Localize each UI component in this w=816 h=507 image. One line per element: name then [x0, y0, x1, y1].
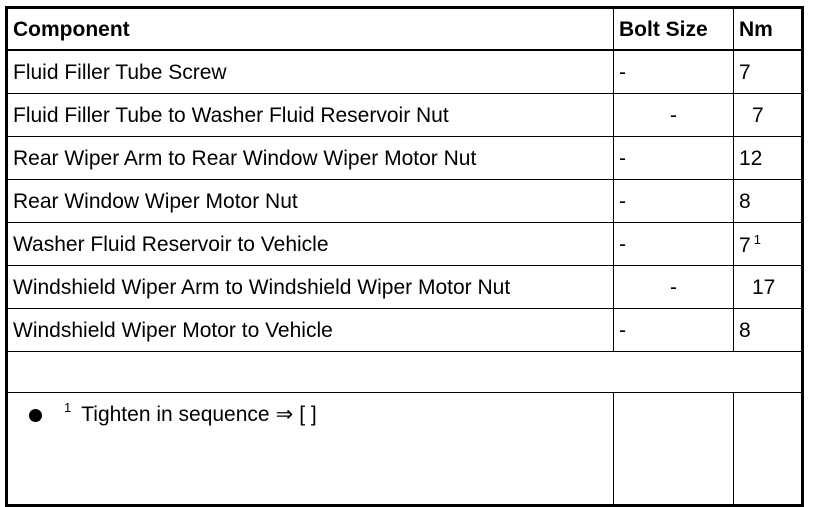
bullet-icon — [29, 409, 42, 422]
bolt-size-cell: - — [614, 309, 734, 352]
nm-cell: 17 — [734, 266, 803, 309]
torque-spec-table — [5, 6, 804, 507]
table-row — [7, 137, 803, 180]
footnote-marker: 1 — [753, 231, 761, 247]
bolt-size-cell: - — [614, 50, 734, 94]
note-text: Tighten in sequence — [81, 403, 270, 426]
notes-row — [7, 393, 803, 506]
empty-row — [7, 352, 803, 393]
sequence-link[interactable]: [ ] — [299, 403, 317, 426]
notes-bolt-cell — [614, 393, 734, 506]
component-cell: Windshield Wiper Motor to Vehicle — [7, 309, 614, 352]
empty-cell — [7, 352, 803, 393]
component-cell: Washer Fluid Reservoir to Vehicle — [7, 223, 614, 266]
nm-cell: 8 — [734, 309, 803, 352]
table-row — [7, 266, 803, 309]
header-row — [7, 8, 803, 51]
notes-cell — [7, 393, 614, 506]
component-cell: Rear Wiper Arm to Rear Window Wiper Motor Nut — [7, 137, 614, 180]
table-row — [7, 309, 803, 352]
header-nm: Nm — [734, 8, 803, 51]
nm-cell: 8 — [734, 180, 803, 223]
bolt-size-cell: - — [614, 223, 734, 266]
arrow-icon: ⇒ — [275, 403, 294, 426]
table-row — [7, 180, 803, 223]
table-row — [7, 223, 803, 266]
note-footnote-marker: 1 — [64, 400, 72, 415]
bolt-size-cell: - — [614, 94, 734, 137]
header-bolt-size: Bolt Size — [614, 8, 734, 51]
table-row — [7, 50, 803, 94]
component-cell: Windshield Wiper Arm to Windshield Wiper Motor Nut — [7, 266, 614, 309]
nm-value: 7 — [739, 233, 751, 257]
bolt-size-cell: - — [614, 137, 734, 180]
notes-nm-cell — [734, 393, 803, 506]
nm-cell: 7 — [734, 50, 803, 94]
component-cell: Rear Window Wiper Motor Nut — [7, 180, 614, 223]
component-cell: Fluid Filler Tube Screw — [7, 50, 614, 94]
bolt-size-cell: - — [614, 266, 734, 309]
header-component: Component — [7, 8, 614, 51]
nm-cell: 7 — [734, 94, 803, 137]
note-item — [13, 400, 317, 426]
nm-cell: 12 — [734, 137, 803, 180]
nm-cell — [734, 223, 803, 266]
bolt-size-cell: - — [614, 180, 734, 223]
component-cell: Fluid Filler Tube to Washer Fluid Reservoir Nut — [7, 94, 614, 137]
table-row — [7, 94, 803, 137]
